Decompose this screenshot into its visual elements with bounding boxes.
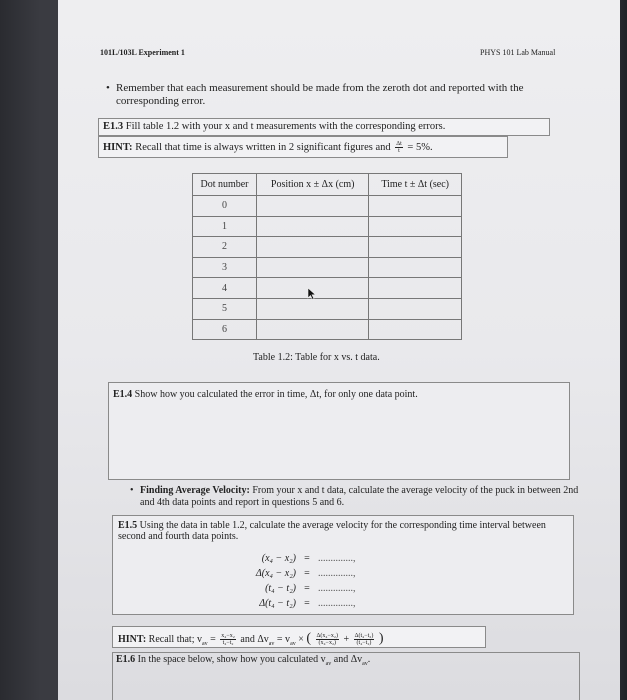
table-row	[193, 298, 462, 319]
answer-blank[interactable]: ..............,	[318, 583, 356, 594]
equation-lhs: (x₄ − x₂)	[261, 553, 296, 564]
dot-number: 5	[193, 298, 257, 319]
fraction: $\frac{\text{Δ(t₄−t₂)}}{\text{(t₄−t₂)}}$	[354, 633, 374, 647]
fraction: $\frac{\text{x₄−x₂}}{\text{t₄−t₂}}$	[221, 633, 235, 647]
question-label: E1.6	[116, 654, 136, 665]
column-header: Time t ± Δt (sec)	[369, 174, 462, 196]
dot-number: 0	[193, 196, 257, 217]
time-cell[interactable]	[369, 298, 462, 319]
table-header-row	[193, 174, 462, 196]
time-cell[interactable]	[369, 196, 462, 217]
column-header: Position x ± Δx (cm)	[257, 174, 369, 196]
equation-lhs: Δ(x₄ − x₂)	[255, 568, 296, 579]
position-cell[interactable]	[257, 319, 369, 340]
table-row	[193, 319, 462, 340]
fraction: $\frac{\Delta t}{t}$	[396, 141, 402, 154]
answer-blank[interactable]: ..............,	[318, 568, 356, 579]
header-experiment: 101L/103L Experiment 1	[100, 48, 185, 57]
dot-number: 3	[193, 257, 257, 278]
equals-sign: =	[304, 583, 310, 594]
time-cell[interactable]	[369, 278, 462, 299]
question-label: E1.3	[103, 121, 124, 132]
equation-lhs: Δ(t₄ − t₂)	[259, 598, 296, 609]
bullet-measurement-note	[106, 82, 556, 108]
question-e13-box	[98, 118, 550, 136]
question-label: E1.4	[113, 389, 133, 400]
time-cell[interactable]	[369, 257, 462, 278]
mouse-cursor-icon	[307, 287, 317, 300]
table-row	[193, 237, 462, 258]
position-cell[interactable]	[257, 216, 369, 237]
time-cell[interactable]	[369, 216, 462, 237]
bullet-average-velocity	[130, 485, 580, 509]
question-text: Using the data in table 1.2, calculate the average velocity for the corresponding time interval between second and fourth data points.	[118, 520, 546, 542]
bullet-text: From your x and t data, calculate the average velocity of the puck in between 2nd and 4th data points and report in questions 5 and 6.	[140, 485, 579, 508]
table-caption: Table 1.2: Table for x vs. t data.	[253, 352, 380, 363]
equation-row	[206, 598, 356, 609]
position-cell[interactable]	[257, 237, 369, 258]
hint-text: Recall that time is always written in 2 significant figures and	[135, 141, 391, 153]
answer-blank[interactable]: ..............,	[318, 553, 356, 564]
dot-number: 2	[193, 237, 257, 258]
hint-label: HINT:	[103, 141, 133, 153]
answer-blank[interactable]: ..............,	[318, 598, 356, 609]
time-cell[interactable]	[369, 319, 462, 340]
equation-row	[206, 568, 356, 579]
table-row	[193, 278, 462, 299]
equation-row	[206, 553, 356, 564]
bullet-heading: Finding Average Velocity:	[140, 485, 250, 496]
position-cell[interactable]	[257, 257, 369, 278]
equals-sign: =	[304, 598, 310, 609]
lab-manual-page	[58, 0, 620, 700]
position-cell[interactable]	[257, 196, 369, 217]
equals-sign: =	[304, 568, 310, 579]
fraction: $\frac{\text{Δ(x₄−x₂)}}{\text{(x₄−x₂)}}$	[316, 633, 338, 647]
equals-sign: =	[304, 553, 310, 564]
dot-number: 1	[193, 216, 257, 237]
hint-tail: = 5%.	[407, 141, 433, 153]
hint-label: HINT:	[118, 634, 147, 645]
hint-velocity-formula: HINT: Recall that; $v_{av}$ = $\frac{\text{x₄−x₂}}{\text{t₄−t₂}}$ and $\Delta v_{av} = v_{av}$ × ( $\frac{\text{Δ(x₄−x₂)}}{\text{(x₄−x₂)}}$ + $\frac{\text{Δ(t₄−t₂)}}{\text{(t₄−t₂)}}$ )	[112, 626, 486, 648]
bullet-icon: •	[130, 485, 134, 496]
position-cell[interactable]	[257, 298, 369, 319]
bullet-text: Remember that each measurement should be made from the zeroth dot and reported with the corresponding error.	[116, 82, 524, 107]
dot-number: 4	[193, 278, 257, 299]
question-text: Fill table 1.2 with your x and t measurements with the corresponding errors.	[125, 121, 446, 132]
header-manual: PHYS 101 Lab Manual	[480, 48, 556, 57]
data-table	[192, 173, 462, 340]
bullet-icon: •	[106, 82, 110, 94]
table-row	[193, 216, 462, 237]
time-cell[interactable]	[369, 237, 462, 258]
question-text: Show how you calculated the error in time, Δt, for only one data point.	[134, 389, 418, 400]
dot-number: 6	[193, 319, 257, 340]
question-e16: E1.6 In the space below, show how you calculated $v_{av}$ and $\Delta v_{av}$.	[116, 654, 371, 667]
hint-significant-figures	[98, 136, 508, 158]
table-row	[193, 196, 462, 217]
equation-row	[206, 583, 356, 594]
table-row	[193, 257, 462, 278]
column-header: Dot number	[193, 174, 257, 196]
question-label: E1.5	[118, 520, 138, 531]
question-e14-box[interactable]	[108, 382, 570, 480]
equation-lhs: (t₄ − t₂)	[265, 583, 296, 594]
